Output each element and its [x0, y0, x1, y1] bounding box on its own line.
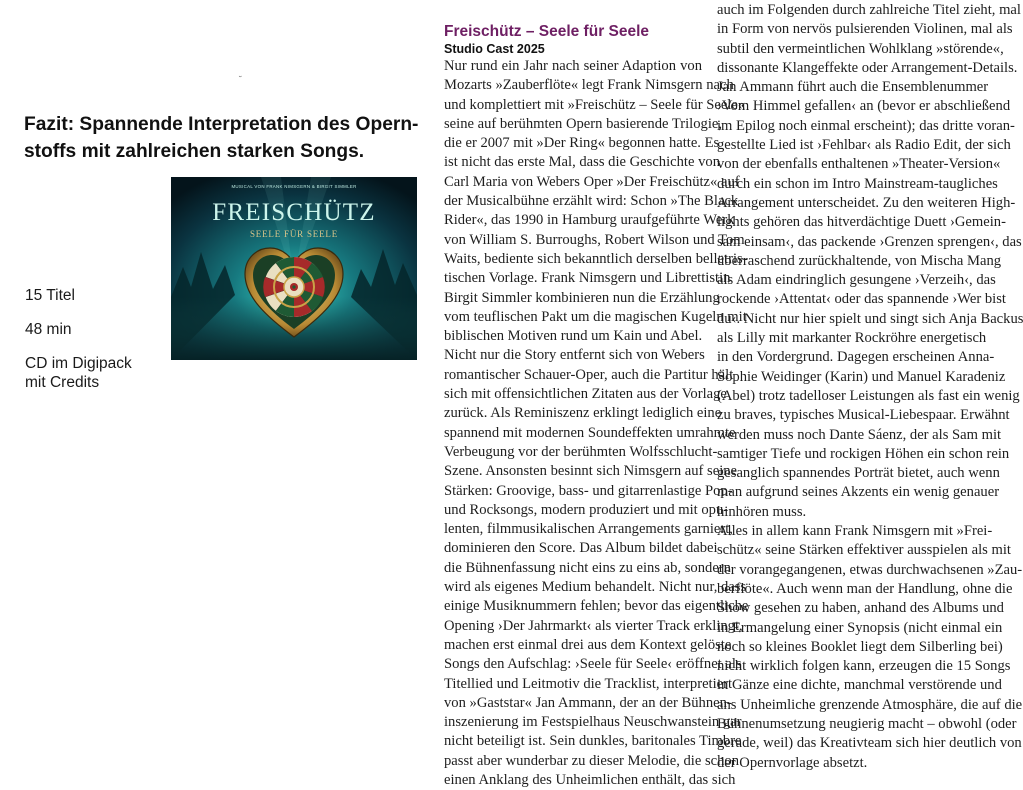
cover-subtitle: SEELE FÜR SEELE: [250, 229, 338, 239]
article-line: der Opernvorlage absetzt.: [717, 754, 868, 771]
article-line: die er 2007 mit »Der Ring« begonnen hatte. Es: [444, 135, 720, 152]
article-column-2: [717, 1, 1023, 773]
article-line: Mozarts »Zauberflöte« legt Frank Nimsgern nach: [444, 77, 734, 94]
article-body-1: [444, 57, 749, 790]
album-cover: [171, 177, 417, 360]
article-line: Nur rund ein Jahr nach seiner Adaption von: [444, 58, 702, 74]
article-line: Szene. Ansonsten besinnt sich Nimsgern auf seine: [444, 463, 738, 480]
article-line: ›Vom Himmel gefallen‹ an (bevor er abschließend: [717, 98, 1011, 115]
article-line: machen erst einmal drei aus dem Kontext gelöste: [444, 636, 732, 653]
article-line: rockende ›Attentat‹ oder das spannende ›Wer bist: [717, 291, 1006, 308]
article-line: passt aber wunderbar zu dieser Melodie, die schon: [444, 752, 740, 769]
print-mark: ˘: [238, 76, 243, 86]
article-line: der Musicalbühne erzählt wird: Schon »The Black: [444, 193, 739, 210]
article-line: lenten, filmmusikalischen Arrangements garniert,: [444, 521, 733, 538]
article-line: spannend mit modernen Soundeffekten umrahmte: [444, 424, 736, 441]
article-line: Waits, bediente sich bekanntlich derselben belletris-: [444, 250, 748, 267]
article-line: als Lilly mit markanter Rockröhre energetisch: [717, 330, 987, 347]
article-line: werden muss noch Dante Sáenz, der als Sam mit: [717, 426, 1002, 443]
article-line: dissonante Klangeffekte oder Arrangement-Details.: [717, 59, 1018, 76]
article-line: in Ermangelung einer Synopsis (nicht einmal ein: [717, 619, 1003, 636]
article-line: berflöte«. Auch wenn man der Handlung, ohne die: [717, 580, 1013, 597]
article-line: durch ein schon im Intro Mainstream-taugliches: [717, 175, 998, 192]
article-line: nicht wirklich folgen kann, erzeugen die 15 Songs: [717, 658, 1011, 675]
track-count: 15 Titel: [25, 287, 75, 304]
format-line: CD im Digipack: [25, 355, 132, 372]
article-headline: Freischütz – Seele für Seele: [444, 23, 650, 40]
article-line: noch so kleines Booklet liegt dem Silberling bei): [717, 638, 1003, 655]
article-line: Birgit Simmler kombinieren nun die Erzählung: [444, 289, 720, 306]
article-line: gerade, weil) das Kreativteam sich hier deutlich von: [717, 735, 1022, 752]
verdict-heading: [24, 111, 424, 165]
duration: 48 min: [25, 321, 72, 338]
article-line: und Rocksongs, modern produziert und mit opu-: [444, 501, 729, 518]
article-line: lights gehören das hitverdächtige Duett ›Gemein-: [717, 214, 1006, 231]
article-line: im Epilog noch einmal erscheint); das dritte voran-: [717, 117, 1015, 134]
article-line: vom teuflischen Pakt um die magischen Kugeln mit: [444, 308, 747, 325]
article-line: die Bühnenfassung nicht eins zu eins ab, sondern: [444, 559, 731, 576]
article-line: ans Unheimliche grenzende Atmosphäre, die auf die: [717, 696, 1023, 713]
article-line: auch im Folgenden durch zahlreiche Titel zieht, mal: [717, 2, 1021, 18]
article-subheadline: Studio Cast 2025: [444, 42, 545, 56]
article-line: Sophie Weidinger (Karin) und Manuel Karadeniz: [717, 368, 1006, 385]
article-line: Stärken: Groovige, bass- und gitarrenlastige Pop-: [444, 482, 733, 499]
article-line: einige Musiknummern fehlen; bevor das eigentliche: [444, 598, 749, 615]
article-line: gesanglich spannendes Porträt bietet, auch wenn: [717, 465, 1000, 482]
article-line: Show gesehen zu haben, anhand des Albums und: [717, 600, 1004, 617]
article-line: seine auf berühmten Opern basierende Trilogie,: [444, 115, 723, 132]
format-line: mit Credits: [25, 374, 100, 391]
article-line: Arrangement unterscheidet. Zu den weiteren High-: [717, 194, 1016, 211]
article-line: du‹. Nicht nur hier spielt und singt sich Anja Backus: [717, 310, 1023, 327]
article-line: Verbeugung vor der berühmten Wolfsschlucht-: [444, 443, 718, 460]
article-line: Carl Maria von Webers Oper »Der Freischütz« auf: [444, 173, 740, 190]
article-line: gestellte Lied ist ›Fehlbar‹ als Radio Edit, der sich: [717, 137, 1011, 154]
article-line: inszenierung im Festspielhaus Neuschwanstein gar: [444, 714, 742, 731]
article-line: Rider«, das 1990 in Hamburg uraufgeführte Werk: [444, 212, 735, 229]
article-line: man aufgrund seines Akzents ein wenig genauer: [717, 484, 1000, 501]
article-line: Jan Ammann führt auch die Ensemblenummer: [717, 79, 989, 96]
article-line: Songs den Aufschlag: ›Seele für Seele‹ eröffnet als: [444, 656, 742, 673]
article-line: schütz« seine Stärken effektiver ausspielen als mit: [717, 542, 1011, 559]
article-line: Bühnenumsetzung neugierig macht – obwohl (oder: [717, 715, 1017, 732]
article-line: sich mit offensichtlichen Zitaten aus der Vorlage: [444, 386, 727, 403]
article-line: von »Gaststar« Jan Ammann, der an der Bühnen-: [444, 694, 732, 711]
verdict-line: Fazit: Spannende Interpretation des Opern-: [24, 114, 419, 135]
article-line: zu braves, typisches Musical-Liebespaar. Erwähnt: [717, 407, 1010, 424]
article-line: überraschend zurückhaltende, von Mischa Mang: [717, 252, 1002, 269]
article-line: Alles in allem kann Frank Nimsgern mit »Frei-: [717, 523, 993, 540]
article-column-1: [444, 22, 749, 790]
article-line: samtiger Tiefe und rockigen Höhen ein schon rein: [717, 445, 1010, 462]
article-line: in Form von nervös pulsierenden Violinen, mal als: [717, 21, 1013, 38]
article-line: romantischer Schauer-Oper, auch die Partitur hält: [444, 366, 734, 383]
article-line: in Gänze eine dichte, manchmal verstörende und: [717, 677, 1002, 694]
article-line: Titellied und Leitmotiv die Tracklist, interpretiert: [444, 675, 733, 692]
article-line: und komplettiert mit »Freischütz – Seele für Seele«: [444, 96, 746, 113]
article-line: nicht beteiligt ist. Sein dunkles, baritonales Timbre: [444, 733, 742, 750]
article-line: subtil den vermeintlichen Wohlklang »störende«,: [717, 40, 1004, 57]
article-line: von William S. Burroughs, Robert Wilson und Tom: [444, 231, 745, 248]
article-body-2: [717, 1, 1023, 773]
article-line: ist nicht das erste Mal, dass die Geschichte von: [444, 154, 720, 171]
format: [25, 354, 132, 392]
article-line: wird als eigenes Medium behandelt. Nicht nur, dass: [444, 579, 747, 596]
article-line: in den Vordergrund. Dagegen erscheinen Anna-: [717, 349, 995, 366]
verdict-line: stoffs mit zahlreichen starken Songs.: [24, 141, 365, 162]
article-line: tischen Vorlage. Frank Nimsgern und Librettistin: [444, 270, 731, 287]
article-line: von der ebenfalls enthaltenen »Theater-Version«: [717, 156, 1001, 173]
article-line: der vorangegangenen, etwas durchwachsenen »Zau-: [717, 561, 1023, 578]
article-line: einen Anklang des Unheimlichen enthält, das sich: [444, 771, 736, 788]
article-line: biblischen Motiven rund um Kain und Abel.: [444, 328, 703, 345]
article-line: Nicht nur die Story entfernt sich von Webers: [444, 347, 705, 364]
article-line: sam einsam‹, das packende ›Grenzen sprengen‹, das: [717, 233, 1022, 250]
article-line: dominieren den Score. Das Album bildet dabei: [444, 540, 718, 557]
cover-credit: MUSICAL VON FRANK NIMSGERN & BIRGIT SIMMLER: [231, 184, 357, 189]
article-line: (Abel) trotz tadelloser Leistungen als fast ein wenig: [717, 387, 1020, 404]
cover-title: FREISCHÜTZ: [212, 199, 376, 226]
article-line: als Adam eindringlich gesungene ›Verzeih‹, das: [717, 272, 996, 289]
article-line: hinhören muss.: [717, 503, 807, 520]
article-line: Opening ›Der Jahrmarkt‹ als vierter Track erklingt,: [444, 617, 743, 634]
article-line: zurück. Als Reminiszenz erklingt lediglich eine: [444, 405, 722, 422]
